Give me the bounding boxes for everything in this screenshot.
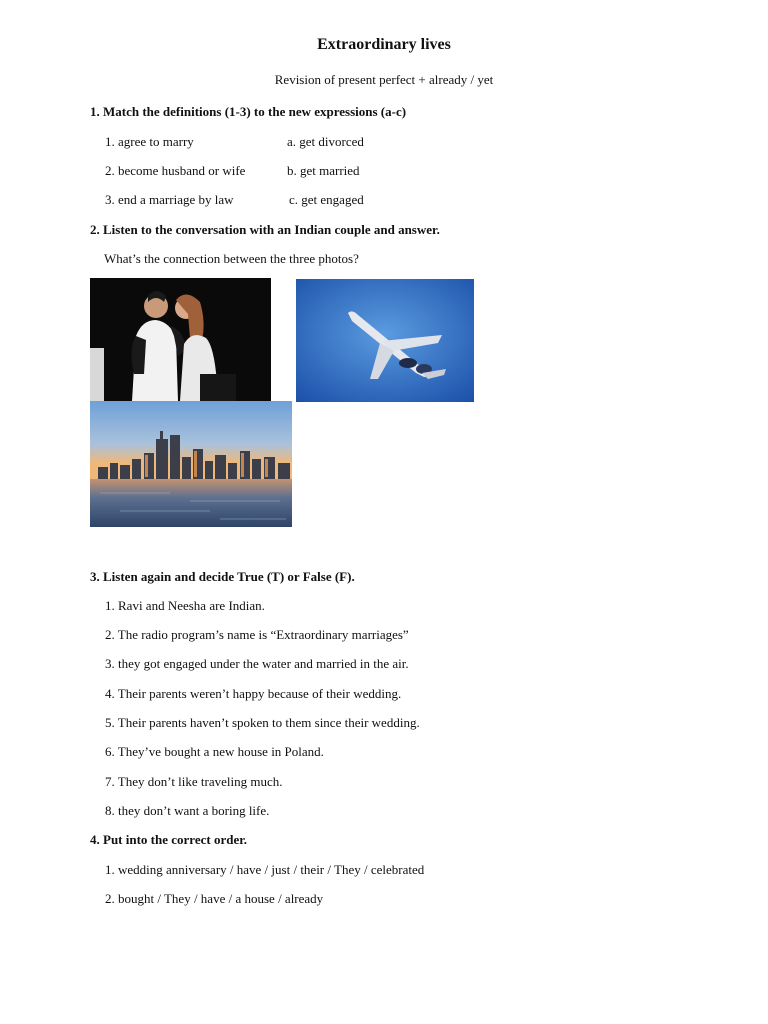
section-1-heading: 1. Match the definitions (1-3) to the new expressions (a-c) (90, 104, 407, 119)
true-false-item: 6. They’ve bought a new house in Poland. (105, 744, 324, 759)
definition-item: 3. end a marriage by law (105, 192, 234, 207)
true-false-item: 5. Their parents haven’t spoken to them since their wedding. (105, 715, 420, 730)
document-subtitle: Revision of present perfect + already / yet (274, 72, 494, 87)
expression-item: b. get married (287, 163, 360, 178)
couple-kissing-photo (90, 278, 271, 401)
ordering-item: 1. wedding anniversary / have / just / their / They / celebrated (105, 862, 425, 877)
true-false-item: 7. They don’t like traveling much. (105, 774, 283, 789)
ordering-item: 2. bought / They / have / a house / already (105, 891, 324, 906)
true-false-item: 2. The radio program’s name is “Extraordinary marriages” (105, 627, 409, 642)
airplane-photo (296, 279, 474, 402)
definition-item: 2. become husband or wife (105, 163, 246, 178)
definition-item: 1. agree to marry (105, 134, 194, 149)
expression-item: c. get engaged (289, 192, 364, 207)
true-false-item: 3. they got engaged under the water and married in the air. (105, 656, 409, 671)
true-false-item: 8. they don’t want a boring life. (105, 803, 270, 818)
city-skyline-photo (90, 401, 292, 527)
section-2-question: What’s the connection between the three photos? (104, 251, 359, 266)
document-title: Extraordinary lives (317, 36, 451, 53)
true-false-item: 4. Their parents weren’t happy because of their wedding. (105, 686, 402, 701)
true-false-item: 1. Ravi and Neesha are Indian. (105, 598, 265, 613)
section-4-heading: 4. Put into the correct order. (90, 832, 248, 847)
section-2-heading: 2. Listen to the conversation with an Indian couple and answer. (90, 222, 440, 237)
section-3-heading: 3. Listen again and decide True (T) or False (F). (90, 569, 355, 584)
expression-item: a. get divorced (287, 134, 364, 149)
